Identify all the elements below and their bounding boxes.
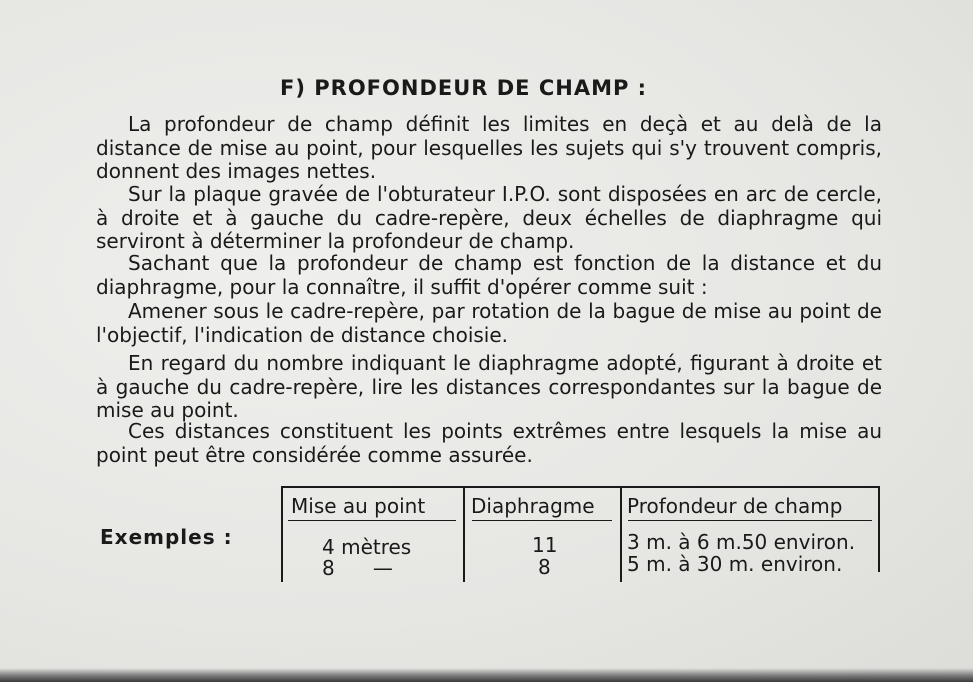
table-column-divider <box>878 486 880 572</box>
table-cell-distance: 8 — <box>322 556 393 580</box>
table-cell-depth: 5 m. à 30 m. environ. <box>627 552 843 576</box>
table-top-rule <box>281 486 879 488</box>
section-heading: F) PROFONDEUR DE CHAMP : <box>280 76 648 100</box>
table-column-divider <box>281 486 283 582</box>
table-column-divider <box>620 486 622 582</box>
header-diaphragme: Diaphragme <box>471 494 595 518</box>
table-cell-depth: 3 m. à 6 m.50 environ. <box>627 530 856 554</box>
table-header-underline <box>288 520 456 521</box>
table-header-underline <box>472 520 612 521</box>
paragraph-step-set-distance: Amener sous le cadre-repère, par rotation de la bague de mise au point de l'objectif, l'indication de distance choisie. <box>96 299 882 347</box>
paragraph-method-intro: Sachant que la profondeur de champ est fonction de la distance et du diaphragme, pour la connaître, il suffit d'opérer comme suit : <box>96 251 882 299</box>
header-profondeur-de-champ: Profondeur de champ <box>627 494 843 518</box>
paragraph-conclusion: Ces distances constituent les points extrêmes entre lesquels la mise au point peut être considérée comme assurée. <box>96 419 882 467</box>
table-header-underline <box>628 520 872 521</box>
header-mise-au-point: Mise au point <box>291 494 426 518</box>
paragraph-scales: Sur la plaque gravée de l'obturateur I.P.O. sont disposées en arc de cercle, à droite et à gauche du cadre-repère, deux échelles de diaphragme qui serviront à déterminer la profondeur de champ. <box>96 182 882 253</box>
table-cell-aperture: 8 <box>538 555 551 579</box>
page-bottom-edge <box>0 668 973 682</box>
paragraph-step-read-distances: En regard du nombre indiquant le diaphragme adopté, figurant à droite et à gauche du cadre-repère, lire les distances correspondantes sur la bague de mise au point. <box>96 351 882 422</box>
paragraph-definition: La profondeur de champ définit les limites en deçà et au delà de la distance de mise au point, pour lesquelles les sujets qui s'y trouvent compris, donnent des images nettes. <box>96 112 882 183</box>
table-column-divider <box>463 486 465 582</box>
examples-label: Exemples : <box>100 525 233 549</box>
table-cell-distance: 4 mètres <box>322 535 412 559</box>
table-cell-aperture: 11 <box>532 533 558 557</box>
